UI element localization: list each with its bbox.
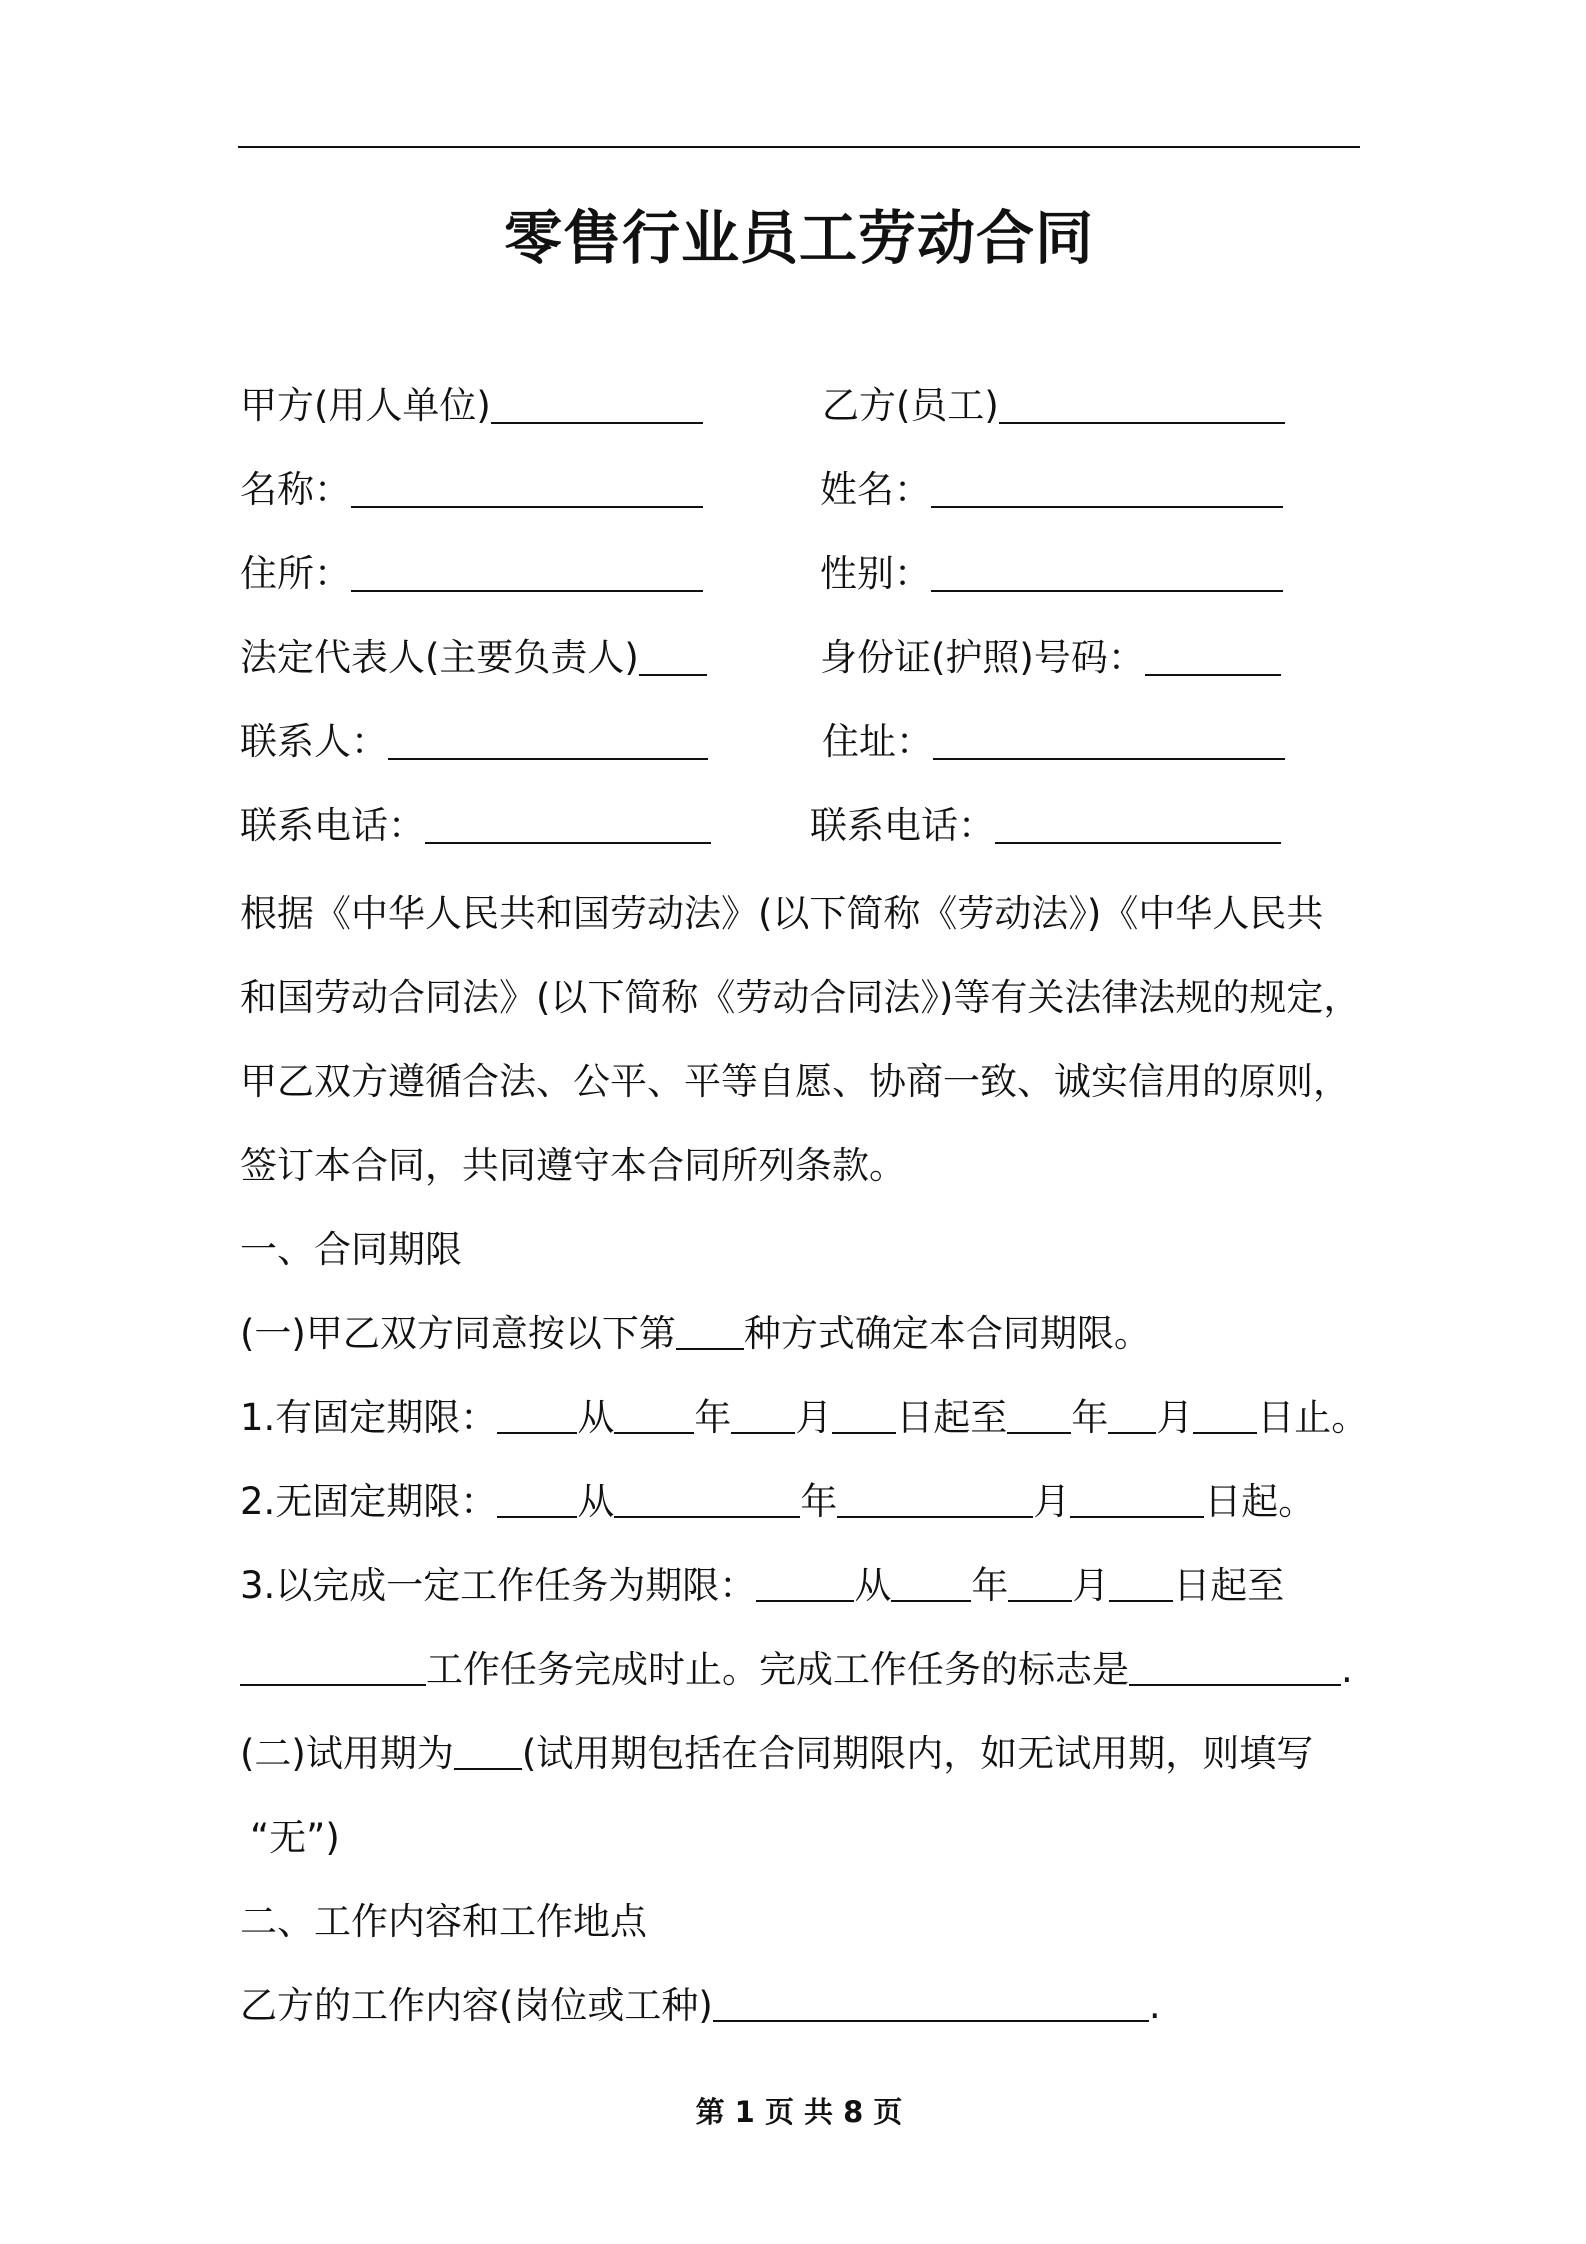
field-label: 身份证(护照)号码： — [820, 636, 1145, 679]
field-label: 住址： — [822, 720, 933, 763]
blank-line[interactable] — [832, 1392, 896, 1434]
party-a-field — [240, 374, 703, 438]
job-content-clause — [240, 1964, 1390, 2048]
option-text: 月 — [1156, 1396, 1194, 1439]
field-label: 住所： — [240, 552, 351, 595]
clause-text: (试用期包括在合同期限内，如无试用期，则填写 — [521, 1732, 1314, 1775]
field-label: 姓名： — [820, 468, 931, 511]
blank-line[interactable] — [756, 1560, 854, 1602]
blank-line[interactable] — [497, 1392, 577, 1434]
option-text: 日起至 — [1173, 1564, 1285, 1607]
party-b-phone-field — [810, 794, 1281, 858]
blank-line[interactable] — [351, 458, 703, 508]
field-row — [240, 626, 1390, 710]
blank-line[interactable] — [713, 1980, 1149, 2022]
field-label: 法定代表人(主要负责人) — [240, 636, 639, 679]
blank-line[interactable] — [388, 710, 708, 760]
blank-line[interactable] — [1129, 1644, 1341, 1686]
blank-line[interactable] — [1008, 1560, 1072, 1602]
option-text: 月 — [1033, 1480, 1071, 1523]
field-label: 联系电话： — [810, 804, 995, 847]
preamble-line: 签订本合同，共同遵守本合同所列条款。 — [240, 1144, 906, 1187]
option-label: 3.以完成一定工作任务为期限： — [240, 1564, 757, 1607]
option-text: 从 — [577, 1396, 615, 1439]
field-row — [240, 710, 1390, 794]
option-text: 年 — [1071, 1396, 1109, 1439]
field-row — [240, 374, 1390, 458]
employee-name-field — [820, 458, 1283, 522]
party-fields — [240, 374, 1390, 878]
blank-line[interactable] — [639, 626, 707, 676]
blank-line[interactable] — [995, 794, 1281, 844]
name-field — [240, 458, 703, 522]
blank-line[interactable] — [497, 1476, 577, 1518]
option-text: 日止。 — [1257, 1396, 1369, 1439]
option-text: 日起至 — [896, 1396, 1008, 1439]
field-label: 联系人： — [240, 720, 388, 763]
option-text: 年 — [694, 1396, 732, 1439]
field-row — [240, 542, 1390, 626]
blank-line[interactable] — [837, 1476, 1033, 1518]
blank-line[interactable] — [614, 1476, 800, 1518]
blank-line[interactable] — [676, 1308, 744, 1350]
option-text: 工作任务完成时止。完成工作任务的标志是 — [426, 1648, 1129, 1691]
contract-body — [240, 872, 1390, 2048]
page-footer: 第 1 页 共 8 页 — [695, 2095, 903, 2129]
term-type-clause — [240, 1292, 1390, 1376]
blank-line[interactable] — [931, 458, 1283, 508]
field-label: 名称： — [240, 468, 351, 511]
blank-line[interactable] — [454, 1728, 522, 1770]
probation-clause-continued: “无”) — [250, 1816, 340, 1859]
section-heading: 二、工作内容和工作地点 — [240, 1900, 647, 1943]
contact-person-field — [240, 710, 708, 774]
blank-line[interactable] — [891, 1560, 971, 1602]
blank-line[interactable] — [351, 542, 703, 592]
option-text: 月 — [1072, 1564, 1110, 1607]
party-b-field — [822, 374, 1285, 438]
blank-line[interactable] — [1007, 1392, 1071, 1434]
blank-line[interactable] — [1070, 1476, 1204, 1518]
blank-line[interactable] — [491, 374, 703, 424]
preamble-line: 根据《中华人民共和国劳动法》(以下简称《劳动法》)《中华人民共 — [240, 892, 1324, 935]
header-rule — [238, 146, 1360, 148]
gender-field — [820, 542, 1283, 606]
field-label: 甲方(用人单位) — [240, 384, 491, 427]
blank-line[interactable] — [240, 1644, 426, 1686]
task-term-continued — [240, 1628, 1390, 1712]
blank-line[interactable] — [999, 374, 1285, 424]
field-row — [240, 458, 1390, 542]
option-text: 年 — [800, 1480, 838, 1523]
option-text: 年 — [971, 1564, 1009, 1607]
blank-line[interactable] — [1109, 1560, 1173, 1602]
blank-line[interactable] — [1145, 626, 1281, 676]
option-text: 月 — [795, 1396, 833, 1439]
party-a-phone-field — [240, 794, 711, 858]
preamble-line: 甲乙双方遵循合法、公平、平等自愿、协商一致、诚实信用的原则， — [240, 1060, 1350, 1103]
blank-line[interactable] — [933, 710, 1285, 760]
section-heading: 一、合同期限 — [240, 1228, 462, 1271]
legal-rep-field — [240, 626, 707, 690]
blank-line[interactable] — [614, 1392, 694, 1434]
option-label: 1.有固定期限： — [240, 1396, 498, 1439]
task-term-option — [240, 1544, 1390, 1628]
clause-text: . — [1148, 1984, 1161, 2027]
address-field — [240, 542, 703, 606]
field-label: 性别： — [820, 552, 931, 595]
preamble-line: 和国劳动合同法》(以下简称《劳动合同法》)等有关法律法规的规定， — [240, 976, 1361, 1019]
clause-text: (二)试用期为 — [240, 1732, 454, 1775]
option-text: 从 — [577, 1480, 615, 1523]
residence-field — [822, 710, 1285, 774]
clause-text: (一)甲乙双方同意按以下第 — [240, 1312, 676, 1355]
open-term-option — [240, 1460, 1390, 1544]
clause-text: 乙方的工作内容(岗位或工种) — [240, 1984, 713, 2027]
blank-line[interactable] — [931, 542, 1283, 592]
blank-line[interactable] — [425, 794, 711, 844]
option-text: . — [1341, 1648, 1353, 1691]
id-number-field — [820, 626, 1281, 690]
blank-line[interactable] — [1193, 1392, 1257, 1434]
document-title: 零售行业员工劳动合同 — [503, 204, 1094, 272]
field-row — [240, 794, 1390, 878]
probation-clause — [240, 1712, 1390, 1796]
fixed-term-option — [240, 1376, 1390, 1460]
option-text: 日起。 — [1204, 1480, 1316, 1523]
blank-line[interactable] — [731, 1392, 795, 1434]
option-text: 从 — [854, 1564, 892, 1607]
blank-line[interactable] — [1108, 1392, 1156, 1434]
field-label: 联系电话： — [240, 804, 425, 847]
field-label: 乙方(员工) — [822, 384, 999, 427]
clause-text: 种方式确定本合同期限。 — [743, 1312, 1151, 1355]
option-label: 2.无固定期限： — [240, 1480, 498, 1523]
